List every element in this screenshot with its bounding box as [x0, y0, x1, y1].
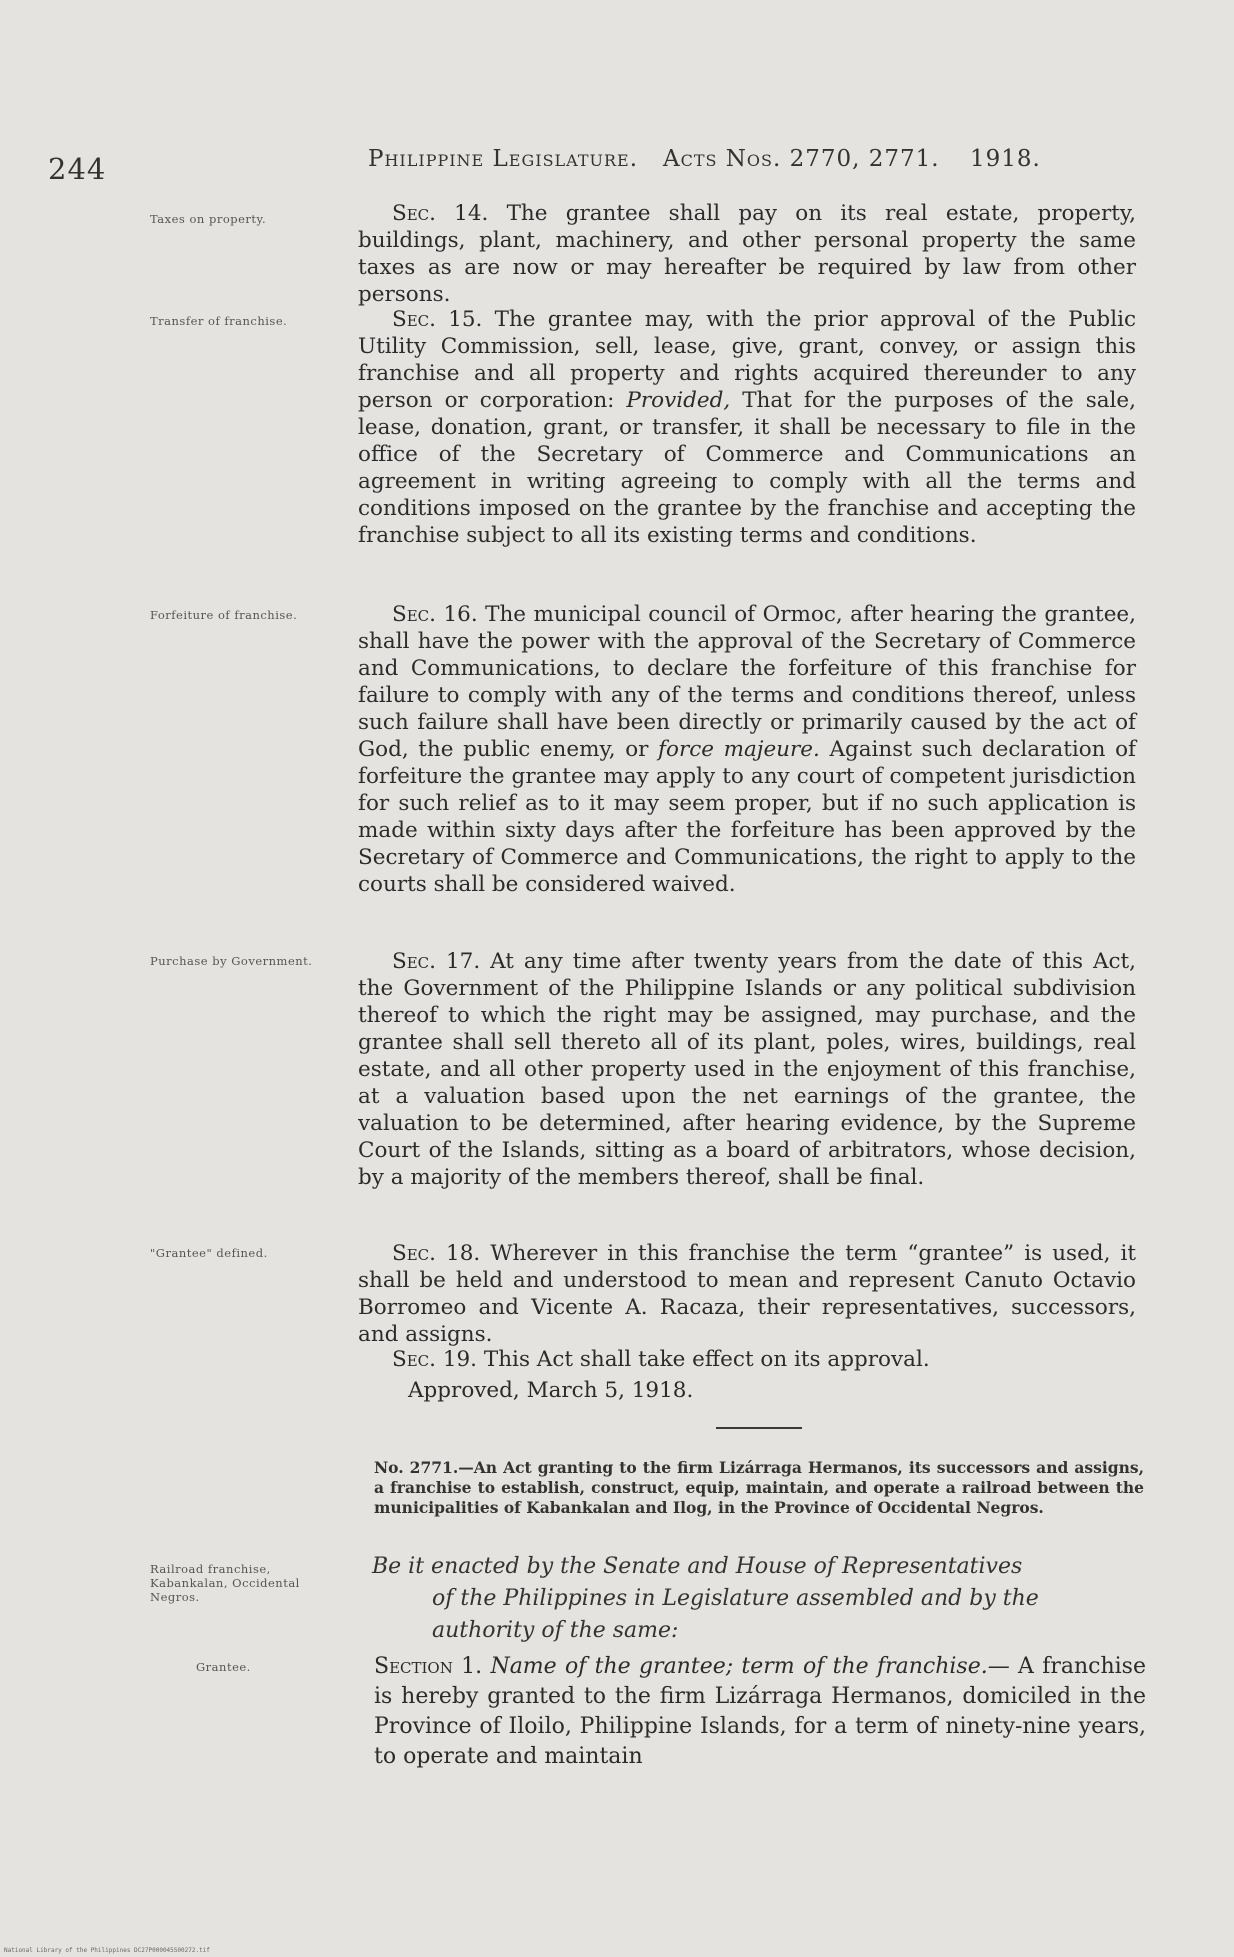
enacting-clause [372, 1551, 1142, 1647]
margin-note-purchase: Purchase by Government. [150, 954, 313, 968]
section-label: Sec. 19. [392, 1347, 478, 1372]
margin-note-railroad: Railroad franchise, Kabankalan, Occidental Negros. [150, 1562, 300, 1604]
section-text-cont: That for the purposes of the sale, lease, donation, grant, or transfer, it shall be necessary to file in the office of the Secretary of Commerce and Communications an agreement in writing agreeing to comply with all the terms and conditions imposed on the grantee by the franchise and accepting the franchise subject to all its existing terms and conditions. [358, 388, 1136, 548]
section-14 [358, 200, 1136, 308]
section-label: Sec. 18. [392, 1241, 481, 1266]
approved-line: Approved, March 5, 1918. [408, 1378, 694, 1403]
enacting-line-1: Be it enacted by the Senate and House of Representatives [372, 1554, 1023, 1579]
section-text: The grantee shall pay on its real estate, property, buildings, plant, machinery, and other personal property the same taxes as are now or may hereafter be required by law from other persons. [358, 201, 1136, 307]
margin-note-forfeiture: Forfeiture of franchise. [150, 608, 298, 622]
section-label: Sec. 15. [392, 307, 483, 332]
running-head-title: Philippine Legislature. [368, 146, 639, 172]
enacting-line-2: of the Philippines in Legislature assembled and by the authority of the same: [432, 1586, 1039, 1643]
section-label: Sec. 14. [392, 201, 489, 226]
section-1-text: A franchise is hereby granted to the firm Lizárraga Hermanos, domiciled in the Province of Iloilo, Philippine Islands, for a term of ninety-nine years, to operate and maintain [374, 1654, 1146, 1769]
section-text: The municipal council of Ormoc, after hearing the grantee, shall have the power with the approval of the Secretary of Commerce and Communications, to declare the forfeiture of this franchise for failure to comply with any of the terms and conditions thereof, unless such failure shall have been directly or primarily caused by the act of God, the public enemy, or [358, 602, 1136, 762]
section-17 [358, 948, 1136, 1191]
section-19 [358, 1346, 1136, 1373]
act-2771-title [374, 1458, 1144, 1518]
margin-note-transfer: Transfer of franchise. [150, 314, 288, 328]
margin-note-grantee: Grantee. [196, 1660, 251, 1674]
page-number: 244 [48, 152, 107, 186]
section-text-cont: Against such declaration of forfeiture the grantee may apply to any court of competent jurisdiction for such relief as to it may seem proper, but if no such application is made within sixty days after the forfeiture has been approved by the Secretary of Commerce and Communications, the right to apply to the courts shall be considered waived. [358, 737, 1136, 897]
margin-note-grantee-defined: "Grantee" defined. [150, 1246, 268, 1260]
section-proviso: Provided, [626, 388, 731, 413]
section-16 [358, 601, 1136, 898]
scan-footer: National Library of the Philippines DC27P000045S00272.tif [4, 1947, 210, 1954]
section-1-heading: Name of the grantee; term of the franchise.— [490, 1654, 1010, 1679]
section-1-label: Section 1. [374, 1654, 483, 1679]
section-text: The grantee may, with the prior approval of the Public Utility Commission, sell, lease, give, grant, convey, or assign this franchise and all property and rights acquired thereunder to any person or corporation: [358, 307, 1136, 413]
act-title-text: —An Act granting to the firm Lizárraga Hermanos, its successors and assigns, a franchise to establish, construct, equip, maintain, and operate a railroad between the municipalities of Kabankalan and Ilog, in the Province of Occidental Negros. [374, 1458, 1144, 1517]
section-label: Sec. 17. [392, 949, 481, 974]
act-number: No. 2771. [374, 1458, 459, 1477]
section-1 [374, 1652, 1146, 1772]
section-text: This Act shall take effect on its approval. [483, 1347, 930, 1372]
section-18 [358, 1240, 1136, 1348]
running-head [368, 146, 1041, 172]
running-head-year: 1918. [969, 146, 1041, 172]
section-15 [358, 306, 1136, 549]
running-head-acts: Acts Nos. 2770, 2771. [663, 146, 940, 172]
section-divider [716, 1427, 802, 1429]
section-text: At any time after twenty years from the date of this Act, the Government of the Philippine Islands or any political subdivision thereof to which the right may be assigned, may purchase, and the grantee shall sell thereto all of its plant, poles, wires, buildings, real estate, and all other property used in the enjoyment of this franchise, at a valuation based upon the net earnings of the grantee, the valuation to be determined, after hearing evidence, by the Supreme Court of the Islands, sitting as a board of arbitrators, whose decision, by a majority of the members thereof, shall be final. [358, 949, 1136, 1190]
section-italic: force majeure. [658, 737, 820, 762]
section-text: Wherever in this franchise the term “grantee” is used, it shall be held and understood to mean and represent Canuto Octavio Borromeo and Vicente A. Racaza, their representatives, successors, and assigns. [358, 1241, 1136, 1347]
margin-note-taxes: Taxes on property. [150, 212, 267, 226]
section-label: Sec. 16. [392, 602, 478, 627]
